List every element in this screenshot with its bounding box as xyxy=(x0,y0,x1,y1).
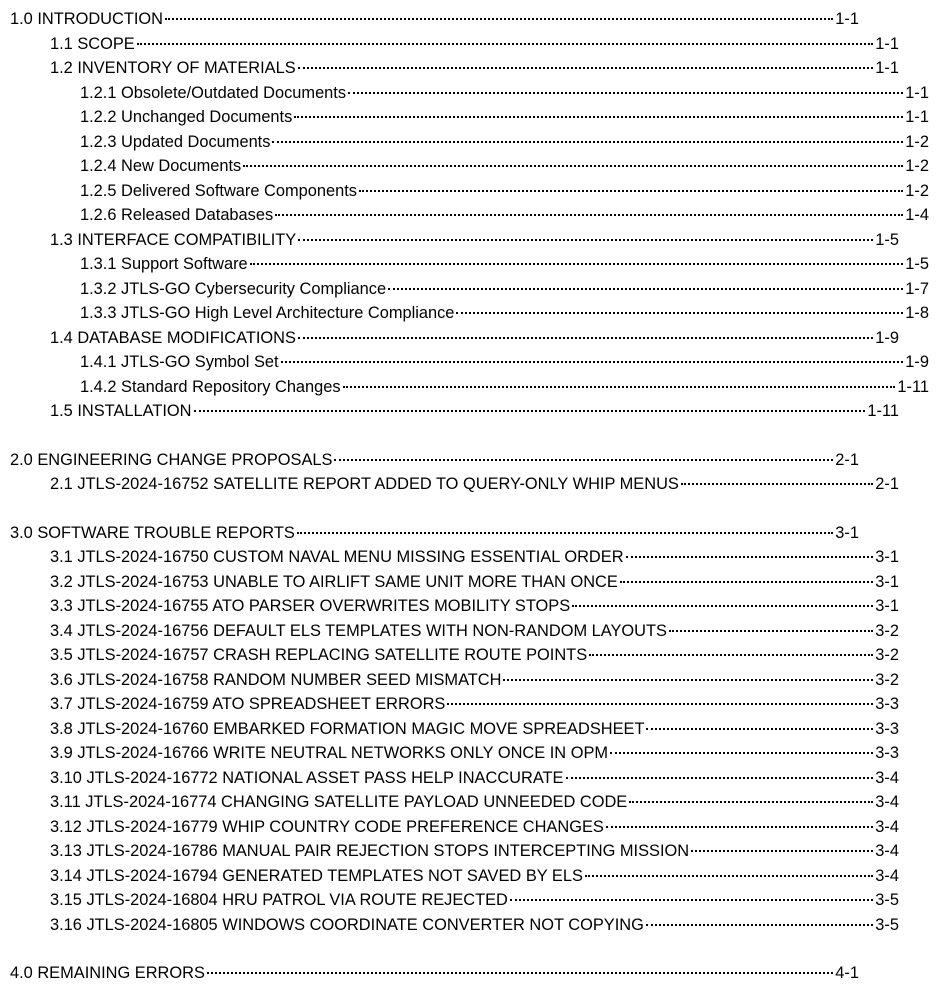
toc-entry-title: 1.3.3 JTLS-GO High Level Architecture Compliance xyxy=(80,304,455,322)
toc-entry[interactable] xyxy=(0,741,906,765)
toc-entry-page: 4-1 xyxy=(835,964,859,982)
toc-entry-page: 3-1 xyxy=(875,597,899,615)
dot-leader xyxy=(626,556,874,558)
toc-entry-page: 1-11 xyxy=(867,402,899,420)
dot-leader xyxy=(510,899,873,901)
toc-entry-title: 3.9 JTLS-2024-16766 WRITE NEUTRAL NETWORKS ONLY ONCE IN OPM xyxy=(50,744,609,762)
toc-entry-title: 3.14 JTLS-2024-16794 GENERATED TEMPLATES NOT SAVED BY ELS xyxy=(50,866,583,885)
toc-entry-title: 1.2.3 Updated Documents xyxy=(80,132,271,151)
dot-leader xyxy=(334,459,833,461)
toc-entry[interactable] xyxy=(0,643,906,667)
toc-entry[interactable] xyxy=(0,32,906,56)
dot-leader xyxy=(566,777,874,779)
toc-entry[interactable] xyxy=(0,888,906,912)
dot-leader xyxy=(610,752,873,754)
toc-entry-page: 1-1 xyxy=(905,83,929,102)
toc-entry-title: 1.5 INSTALLATION xyxy=(50,402,192,420)
dot-leader xyxy=(606,826,873,828)
toc-entry-title: 1.2.6 Released Databases xyxy=(80,206,274,224)
toc-entry[interactable] xyxy=(0,961,866,985)
toc-entry-page: 3-1 xyxy=(835,523,859,542)
toc-entry-title: 3.10 JTLS-2024-16772 NATIONAL ASSET PASS HELP INACCURATE xyxy=(50,768,564,787)
toc-entry[interactable] xyxy=(0,203,936,227)
toc-entry-title: 1.3.1 Support Software xyxy=(80,255,248,273)
toc-entry-title: 2.0 ENGINEERING CHANGE PROPOSALS xyxy=(10,450,333,469)
toc-entry-title: 3.8 JTLS-2024-16760 EMBARKED FORMATION MAGIC MOVE SPREADSHEET xyxy=(50,719,645,738)
dot-leader xyxy=(348,92,903,94)
toc-entry[interactable] xyxy=(0,594,906,618)
toc-entry-title: 3.11 JTLS-2024-16774 CHANGING SATELLITE PAYLOAD UNNEEDED CODE xyxy=(50,793,628,811)
dot-leader xyxy=(359,190,903,192)
toc-entry-page: 1-5 xyxy=(905,255,929,273)
toc-entry-title: 3.13 JTLS-2024-16786 MANUAL PAIR REJECTION STOPS INTERCEPTING MISSION xyxy=(50,842,690,860)
toc-entry-title: 1.4.1 JTLS-GO Symbol Set xyxy=(80,353,279,371)
toc-entry-title: 3.6 JTLS-2024-16758 RANDOM NUMBER SEED MISMATCH xyxy=(50,670,502,689)
toc-entry-title: 1.4 DATABASE MODIFICATIONS xyxy=(50,328,296,347)
dot-leader xyxy=(456,312,903,314)
dot-leader xyxy=(629,801,873,803)
dot-leader xyxy=(272,141,903,143)
toc-entry[interactable] xyxy=(0,448,866,472)
dot-leader xyxy=(298,67,874,69)
toc-entry-page: 1-2 xyxy=(905,181,929,200)
toc-entry[interactable] xyxy=(0,81,936,105)
toc-entry-title: 3.7 JTLS-2024-16759 ATO SPREADSHEET ERRORS xyxy=(50,695,446,713)
dot-leader xyxy=(669,630,873,632)
toc-entry-page: 1-2 xyxy=(905,132,929,151)
toc-entry-page: 3-2 xyxy=(875,646,899,664)
toc-entry[interactable] xyxy=(0,252,936,276)
dot-leader xyxy=(298,337,873,339)
toc-entry-title: 1.2.5 Delivered Software Components xyxy=(80,181,357,200)
dot-leader xyxy=(343,386,896,388)
toc-entry-page: 1-5 xyxy=(875,230,899,249)
toc-entry-title: 1.2 INVENTORY OF MATERIALS xyxy=(50,59,296,77)
toc-entry-page: 3-4 xyxy=(875,768,899,787)
toc-entry-page: 1-1 xyxy=(875,59,899,77)
toc-entry[interactable] xyxy=(0,277,936,301)
toc-entry[interactable] xyxy=(0,766,906,790)
dot-leader xyxy=(646,924,873,926)
toc-entry[interactable] xyxy=(0,7,866,31)
toc-entry-page: 2-1 xyxy=(835,450,859,469)
dot-leader xyxy=(165,18,833,20)
toc-entry-page: 1-8 xyxy=(905,304,929,322)
toc-entry-title: 1.2.4 New Documents xyxy=(80,157,242,175)
dot-leader xyxy=(275,214,903,216)
dot-leader xyxy=(294,116,903,118)
toc-entry[interactable] xyxy=(0,692,906,716)
toc-entry[interactable] xyxy=(0,154,936,178)
toc-entry-title: 3.1 JTLS-2024-16750 CUSTOM NAVAL MENU MISSING ESSENTIAL ORDER xyxy=(50,548,624,566)
toc-entry-title: 1.3 INTERFACE COMPATIBILITY xyxy=(50,230,297,249)
toc-entry[interactable] xyxy=(0,130,936,154)
toc-entry-page: 3-3 xyxy=(875,719,899,738)
toc-entry[interactable] xyxy=(0,570,906,594)
toc-entry-title: 3.12 JTLS-2024-16779 WHIP COUNTRY CODE PREFERENCE CHANGES xyxy=(50,817,604,836)
toc-entry-page: 1-1 xyxy=(835,10,859,28)
toc-entry-title: 3.15 JTLS-2024-16804 HRU PATROL VIA ROUTE REJECTED xyxy=(50,891,508,909)
dot-leader xyxy=(572,605,873,607)
toc-entry-title: 3.2 JTLS-2024-16753 UNABLE TO AIRLIFT SAME UNIT MORE THAN ONCE xyxy=(50,572,618,591)
dot-leader xyxy=(388,288,903,290)
toc-entry-page: 3-4 xyxy=(875,793,899,811)
toc-entry[interactable] xyxy=(0,375,936,399)
dot-leader xyxy=(137,43,874,45)
toc-entry[interactable] xyxy=(0,472,906,496)
toc-entry[interactable] xyxy=(0,399,906,423)
dot-leader xyxy=(298,239,873,241)
toc-entry-page: 3-2 xyxy=(875,621,899,640)
dot-leader xyxy=(681,483,873,485)
toc-entry-page: 3-5 xyxy=(875,891,899,909)
toc-entry-title: 1.2.1 Obsolete/Outdated Documents xyxy=(80,83,347,102)
toc-entry-title: 3.4 JTLS-2024-16756 DEFAULT ELS TEMPLATES WITH NON-RANDOM LAYOUTS xyxy=(50,621,667,640)
dot-leader xyxy=(589,654,873,656)
dot-leader xyxy=(447,703,873,705)
toc-entry-title: 1.2.2 Unchanged Documents xyxy=(80,108,293,126)
toc-entry[interactable] xyxy=(0,326,906,350)
toc-entry-page: 3-2 xyxy=(875,670,899,689)
toc-entry-title: 1.0 INTRODUCTION xyxy=(10,10,163,28)
toc-entry-page: 3-4 xyxy=(875,842,899,860)
toc-entry-title: 3.16 JTLS-2024-16805 WINDOWS COORDINATE CONVERTER NOT COPYING xyxy=(50,915,644,934)
toc-entry[interactable] xyxy=(0,56,906,80)
toc-entry-title: 1.1 SCOPE xyxy=(50,34,135,53)
toc-entry-page: 2-1 xyxy=(875,475,899,493)
dot-leader xyxy=(194,410,866,412)
toc-entry-page: 1-7 xyxy=(905,279,929,298)
toc-entry[interactable] xyxy=(0,521,866,545)
dot-leader xyxy=(281,361,904,363)
dot-leader xyxy=(646,728,873,730)
toc-entry-page: 1-1 xyxy=(905,108,929,126)
toc-entry-page: 1-9 xyxy=(905,353,929,371)
toc-entry[interactable] xyxy=(0,864,906,888)
toc-entry-page: 1-2 xyxy=(905,157,929,175)
toc-entry-page: 3-4 xyxy=(875,866,899,885)
toc-entry[interactable] xyxy=(0,179,936,203)
toc-entry-page: 1-4 xyxy=(905,206,929,224)
toc-entry[interactable] xyxy=(0,815,906,839)
toc-entry-title: 1.4.2 Standard Repository Changes xyxy=(80,377,341,396)
toc-entry-title: 3.0 SOFTWARE TROUBLE REPORTS xyxy=(10,523,295,542)
toc-entry[interactable] xyxy=(0,717,906,741)
toc-entry[interactable] xyxy=(0,350,936,374)
toc-entry[interactable] xyxy=(0,790,906,814)
toc-entry-page: 3-3 xyxy=(875,695,899,713)
dot-leader xyxy=(243,165,903,167)
toc-entry[interactable] xyxy=(0,839,906,863)
toc-entry-title: 3.3 JTLS-2024-16755 ATO PARSER OVERWRITES MOBILITY STOPS xyxy=(50,597,571,615)
toc-entry[interactable] xyxy=(0,913,906,937)
toc-entry-title: 3.5 JTLS-2024-16757 CRASH REPLACING SATELLITE ROUTE POINTS xyxy=(50,646,588,664)
toc-entry-page: 3-1 xyxy=(875,572,899,591)
toc-entry-title: 2.1 JTLS-2024-16752 SATELLITE REPORT ADDED TO QUERY-ONLY WHIP MENUS xyxy=(50,475,679,493)
toc-entry-page: 1-1 xyxy=(875,34,899,53)
toc-entry[interactable] xyxy=(0,545,906,569)
toc-entry-page: 3-4 xyxy=(875,817,899,836)
toc-entry[interactable] xyxy=(0,301,936,325)
toc-entry-title: 4.0 REMAINING ERRORS xyxy=(10,964,205,982)
dot-leader xyxy=(297,532,834,534)
toc-entry[interactable] xyxy=(0,619,906,643)
toc-entry[interactable] xyxy=(0,668,906,692)
dot-leader xyxy=(250,263,904,265)
toc-entry[interactable] xyxy=(0,228,906,252)
toc-entry-page: 1-9 xyxy=(875,328,899,347)
dot-leader xyxy=(503,679,873,681)
toc-entry-page: 3-5 xyxy=(875,915,899,934)
toc-entry-title: 1.3.2 JTLS-GO Cybersecurity Compliance xyxy=(80,279,387,298)
dot-leader xyxy=(691,850,873,852)
toc-entry-page: 3-1 xyxy=(875,548,899,566)
dot-leader xyxy=(207,972,833,974)
dot-leader xyxy=(585,875,873,877)
toc-entry-page: 1-11 xyxy=(897,377,929,396)
toc-entry[interactable] xyxy=(0,105,936,129)
dot-leader xyxy=(620,581,874,583)
toc-entry-page: 3-3 xyxy=(875,744,899,762)
